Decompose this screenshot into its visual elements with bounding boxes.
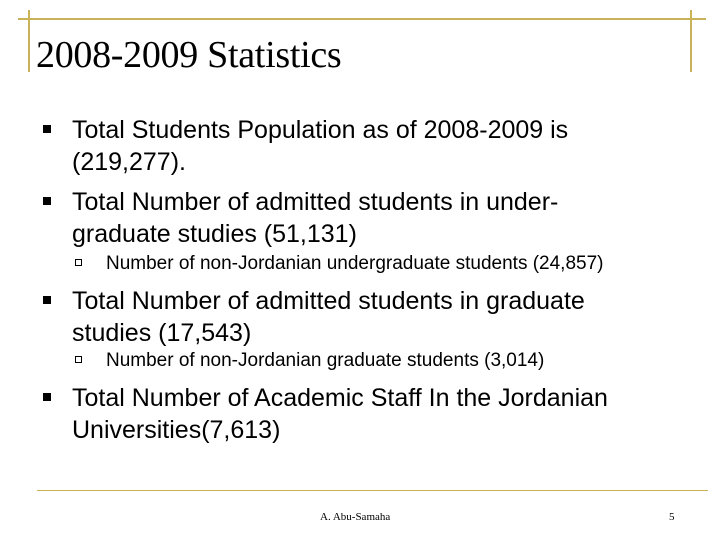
bullet-text — [72, 285, 672, 349]
slide-title: 2008-2009 Statistics — [36, 34, 342, 76]
sub-bullet-text: Number of non-Jordanian graduate students (3,014) — [106, 350, 545, 371]
bullet-text — [72, 186, 672, 250]
sub-bullet-marker-icon — [75, 356, 82, 363]
bullet-line: (219,277). — [72, 148, 186, 176]
bullet-marker-icon — [43, 197, 51, 205]
bullet-marker-icon — [43, 393, 51, 401]
bullet-marker-icon — [43, 125, 51, 133]
page-number: 5 — [669, 511, 675, 523]
bullet-line: Total Students Population as of 2008-2009 is — [72, 116, 569, 144]
bullet-text — [72, 382, 672, 446]
footer-rule — [37, 490, 708, 491]
bullet-line: graduate studies (51,131) — [72, 220, 357, 248]
bullet-line: Total Number of admitted students in graduate — [72, 287, 585, 315]
footer-author: A. Abu-Samaha — [320, 511, 391, 523]
bullet-line: Total Number of Academic Staff In the Jordanian — [72, 384, 608, 412]
sub-bullet-marker-icon — [75, 259, 82, 266]
bullet-line: Universities(7,613) — [72, 416, 281, 444]
bullet-line: studies (17,543) — [72, 319, 252, 347]
sub-bullet-text: Number of non-Jordanian undergraduate students (24,857) — [106, 253, 604, 274]
bullet-text — [72, 114, 672, 178]
bullet-line: Total Number of admitted students in under- — [72, 188, 559, 216]
bullet-marker-icon — [43, 296, 51, 304]
